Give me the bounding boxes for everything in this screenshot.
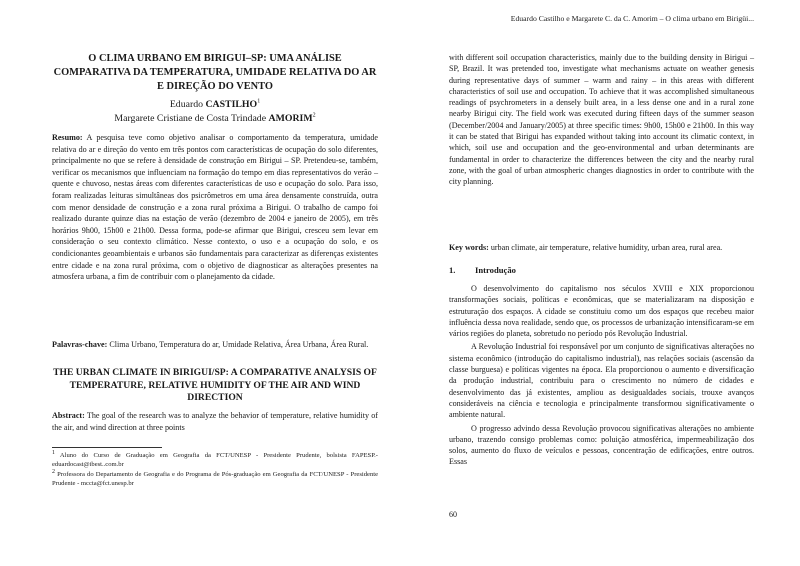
footnote-2-text: Professora do Departamento de Geografia e do Programa de Pós-graduação em Geografia da FCT/UNESP - Presidente Prudente - mccta@fct.unesp.br: [52, 470, 378, 487]
running-header: Eduardo Castilho e Margarete C. da C. Amorim – O clima urbano em Birigüi...: [510, 14, 754, 23]
abstract-continued: with different soil occupation characteristics, mainly due to the building density in Birigui – SP, Brazil. It was pretended too, investigate what mechanisms actuate on weather genesis during representative days of summer – warm and rainy – in this areas with different characteristics of soil use and occupation. To achieve that it was accomplished simultaneous readings of psychrometers in a densely built area, in a less dense one and in a rural zone nearby Birigui city. The field work was executed during fifteen days of the summer season (December/2004 and January/2005) at three specific times: 9h00, 15h00 e 21h00. In this way it can be stated that Birigui has expanded without taking into account its climatic context, in which, soil use and occupation and the geo-environmental and urban determinants are fundamental in order to characterize the differences between the city and the nearby rural zone, with the goal of urban atmospheric changes diagnostics in order to contribute with the city planning.: [449, 53, 754, 187]
author-2-footnote-mark: 2: [312, 112, 316, 119]
intro-paragraph-3: O progresso advindo dessa Revolução provocou significativas alterações no ambiente urbano, trazendo consigo problemas como: poluição atmosférica, impermeabilização dos solos, aumento do fluxo de veículos e pessoas, concentração de edificações, entre outros. Essas: [449, 423, 754, 467]
palavras-chave-label: Palavras-chave:: [52, 340, 108, 349]
page-number: 60: [449, 510, 457, 519]
abstract-text: The goal of the research was to analyze the behavior of temperature, relative humidity of the air, and wind direction at three points: [52, 411, 378, 432]
introduction-body: [449, 283, 754, 470]
section-title: Introdução: [475, 265, 516, 275]
author-1-footnote-mark: 1: [257, 98, 261, 105]
author-1-given: Eduardo: [169, 99, 206, 110]
abstract-paragraph: [52, 410, 378, 433]
english-title: THE URBAN CLIMATE IN BIRIGUI/SP: A COMPARATIVE ANALYSIS OF TEMPERATURE, RELATIVE HUMIDITY OF THE AIR AND WIND DIRECTION: [53, 367, 377, 404]
author-1-surname: CASTILHO: [205, 99, 258, 110]
section-heading: [449, 264, 754, 276]
authors-block: [52, 98, 378, 125]
article-title: O CLIMA URBANO EM BIRIGUI–SP: UMA ANÁLISE COMPARATIVA DA TEMPERATURA, UMIDADE RELATIVA DO AR E DIREÇÃO DO VENTO: [53, 53, 377, 92]
author-2: [52, 112, 378, 126]
footnote-1-text: Aluno do Curso de Graduação em Geografia da FCT/UNESP - Presidente Prudente, bolsista FAPESP.- eduardocast@ibest..com.br: [52, 452, 378, 469]
footnote-1-mark: 1: [52, 449, 55, 456]
resumo-label: Resumo:: [52, 133, 83, 142]
left-page: [52, 0, 378, 566]
resumo-paragraph: [52, 132, 378, 283]
intro-paragraph-2: A Revolução Industrial foi responsável por um conjunto de significativas alterações no sistema econômico (introdução do capitalismo industrial), nas relações sociais (ascensão da classe burguesa) e políticas vigentes na época. Ela proporcionou o aumento e diversificação da produção industrial, contribuiu para o crescimento no número de cidades e desenvolvimento das já existentes, ampliou as desigualdades sociais, trouxe avanços consideráveis na ciência e tecnologia e principalmente transformou significativamente o ambiente natural.: [449, 342, 754, 420]
section-number: 1.: [449, 265, 456, 275]
palavras-chave-paragraph: [52, 339, 378, 351]
keywords-label: Key words:: [449, 243, 489, 252]
footnote-2-mark: 2: [52, 468, 55, 475]
palavras-chave-text: Clima Urbano, Temperatura do ar, Umidade Relativa, Área Urbana, Área Rural.: [107, 340, 369, 349]
footnote-2: [52, 470, 378, 489]
right-page: [449, 0, 754, 566]
intro-paragraph-1: O desenvolvimento do capitalismo nos séculos XVIII e XIX proporcionou transformações sociais, políticas e econômicas, que se materializaram na disposição e estruturação dos espaços. A cidade se constituiu como um dos espaços que recebeu maior influência dessa nova realidade, sendo que, os processos de urbanização intensificaram-se em vários regiões do planeta, sobretudo no período pós Revolução Industrial.: [449, 284, 754, 339]
keywords-paragraph: [449, 242, 754, 253]
footnotes: [52, 451, 378, 488]
resumo-text: A pesquisa teve como objetivo analisar o comportamento da temperatura, umidade relativa do ar e direção do vento em três pontos com características de ocupação do solo diferentes, principalmente no que se refere à densidade de construção em Birigui – SP. Pretendeu-se, também, verificar os mecanismos que influenciam na formação do tempo em dias representativos do verão – quente e chuvoso, nestas áreas com diferentes características de uso e ocupação do solo. Para isso, foram realizadas leituras simultâneas dos psicrômetros em uma área densamente construída, outra com menor densidade de construção e a zona rural próxima a Birigui. O trabalho de campo foi realizado durante quinze dias na estação de verão (dezembro de 2004 e janeiro de 2005), em três horários 9h00, 15h00 e 21h00. Dessa forma, pode-se afirmar que Birigui, cresceu sem levar em consideração o seu contexto climático. Nesse contexto, o uso e a ocupação do solo, e os condicionantes geoambientais e urbanos são fundamentais para caracterizar as diferenças existentes entre cidade e na zona rural próxima, com o objetivo de diagnosticar as alterações presentes na atmosfera urbana, a fim de contribuir com o planejamento da cidade.: [52, 133, 378, 282]
author-2-given: Margarete Cristiane de Costa Trindade: [114, 112, 269, 124]
footnote-divider: [52, 447, 162, 448]
footnote-1: [52, 451, 378, 470]
author-1: [52, 98, 378, 112]
abstract-label: Abstract:: [52, 411, 85, 420]
author-2-surname: AMORIM: [268, 112, 313, 124]
keywords-text: urban climate, air temperature, relative humidity, urban area, rural area.: [488, 243, 723, 252]
